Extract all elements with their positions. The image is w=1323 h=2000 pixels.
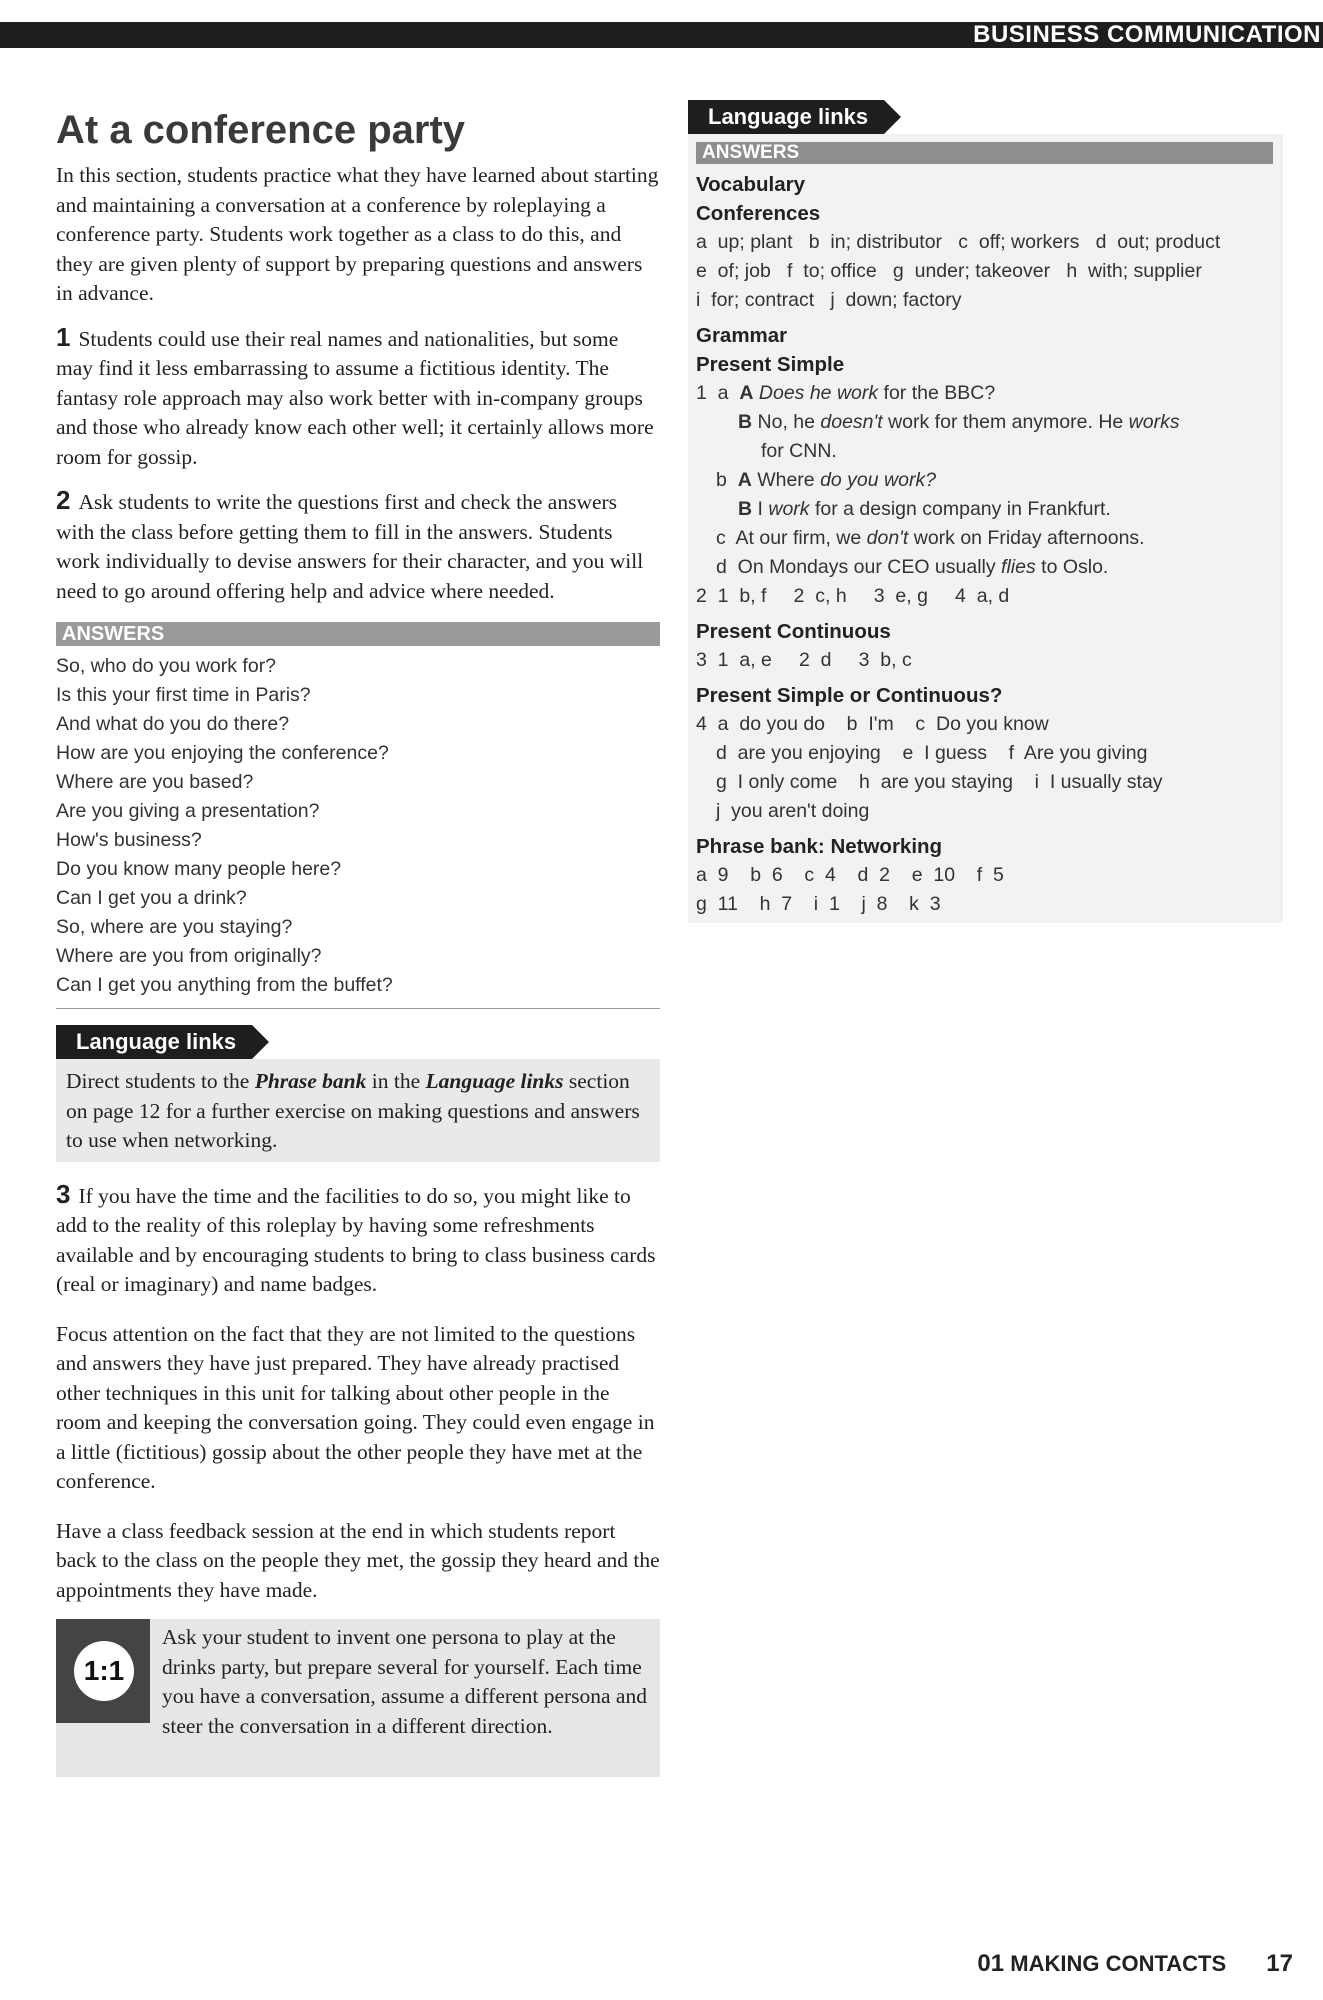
answers-heading: ANSWERS [696,142,1273,164]
answer-line [696,495,1273,524]
paragraph-4: Focus attention on the fact that they are not limited to the questions and answers they have just prepared. They have already practised other techniques in this unit for talking about other people in the room and keeping the conversation going. They could even engage in a little (fictitious) gossip about the other people they have met at the conference. [56,1321,655,1493]
text: in the [366,1069,426,1093]
answer-line: g I only come h are you staying i I usually stay [716,771,1163,793]
speaker-label: A [737,469,752,491]
emphasis: work [768,498,810,520]
text: for the BBC? [878,382,996,404]
subsection-heading: Present Simple or Continuous? [696,684,1003,707]
answers-panel [688,134,1283,923]
list-item: And what do you do there? [56,713,290,735]
page-title: At a conference party [56,108,466,152]
text: Direct students to the [66,1069,255,1093]
answer-line: e of; job f to; office g under; takeover h with; supplier [696,260,1202,282]
answer-line [696,524,1273,553]
page-number: 17 [1266,1950,1293,1977]
text: d On Mondays our CEO usually [716,556,1002,578]
section-heading: Vocabulary [696,173,805,196]
answer-line [696,466,1273,495]
one-to-one-text: Ask your student to invent one persona to play at the drinks party, but prepare several for yourself. Each time you have a conversation, assume a different persona and steer the conversation in a different direction. [162,1625,647,1738]
answer-line [696,408,1273,437]
section-heading: BUSINESS COMMUNICATION [959,22,1323,48]
paragraph-text: Ask students to write the questions first and check the answers with the class before getting them to fill in the answers. Students work individually to devise answers for their character, and you will need to go around offering help and advice where needed. [56,490,644,603]
step-number: 2 [56,485,71,515]
list-item: Can I get you anything from the buffet? [56,974,393,996]
answer-line: a up; plant b in; distributor c off; workers d out; product [696,231,1221,253]
speaker-label: A [739,382,754,404]
list-item: Is this your first time in Paris? [56,684,311,706]
page-footer [977,1950,1293,1978]
paragraph-text: If you have the time and the facilities to do so, you might like to add to the reality of this roleplay by having some refreshments available and by encouraging students to bring to class business cards (real or imaginary) and name badges. [56,1183,656,1296]
text: c At our firm, we [716,527,867,549]
paragraph-1 [56,323,660,473]
answer-line: d are you enjoying e I guess f Are you giving [716,742,1148,764]
emphasis: Does he work [758,382,879,404]
text: to Oslo. [1035,556,1109,578]
emphasis: do you work? [820,469,937,491]
text: for a design company in Frankfurt. [809,498,1111,520]
text: section on page 12 for a further exercise on making questions and answers to use when networking. [66,1069,640,1152]
header-bar [0,22,1323,48]
list-item: Can I get you a drink? [56,887,247,909]
answer-line: for CNN. [761,440,837,462]
text: work for them anymore. He [882,411,1129,433]
subsection-heading: Present Continuous [696,620,891,643]
emphasis: Language links [425,1069,564,1093]
answer-line: g 11 h 7 i 1 j 8 k 3 [696,893,941,915]
list-item: So, where are you staying? [56,916,293,938]
answer-line: a 9 b 6 c 4 d 2 e 10 f 5 [696,864,1004,886]
language-links-box [56,1059,660,1162]
paragraph-2 [56,486,660,606]
emphasis: doesn't [820,411,883,433]
answer-line: j you aren't doing [716,800,870,822]
list-item: So, who do you work for? [56,655,277,677]
right-column [688,100,1284,923]
step-number: 1 [56,321,71,352]
text: work on Friday afternoons. [908,527,1145,549]
answers-heading: ANSWERS [56,622,660,646]
list-item: Are you giving a presentation? [56,800,320,822]
language-links-tag: Language links [56,1025,252,1059]
list-item: Where are you from originally? [56,945,322,967]
emphasis: flies [1001,556,1036,578]
intro-paragraph: In this section, students practice what they have learned about starting and maintaining a conversation at a conference by roleplaying a conference party. Students work together as a class to do this, and they are given plenty of support by preparing questions and answers in advance. [56,163,659,305]
subsection-heading: Phrase bank: Networking [696,835,943,858]
text: 1 a [696,382,740,404]
paragraph-text: Students could use their real names and nationalities, but some may find it less embarrassing to assume a fictitious identity. The fantasy role approach may also work better with in-company groups and those who already know each other well; it certainly allows more room for gossip. [56,326,654,469]
text: Where [751,469,821,491]
unit-number: 01 [977,1950,1005,1977]
subsection-heading: Present Simple [696,353,845,376]
answer-line: 3 1 a, e 2 d 3 b, c [696,649,912,671]
one-to-one-box [56,1619,660,1777]
emphasis: works [1128,411,1180,433]
answer-line: 2 1 b, f 2 c, h 3 e, g 4 a, d [696,585,1010,607]
subsection-heading: Conferences [696,202,821,225]
emphasis: don't [866,527,909,549]
unit-title: MAKING CONTACTS [1010,1951,1227,1976]
list-item: Do you know many people here? [56,858,342,880]
paragraph-3 [56,1180,660,1300]
list-item: How's business? [56,829,202,851]
answer-line [696,553,1273,582]
step-number: 3 [56,1178,71,1209]
left-column [56,105,660,1777]
answer-line [696,379,1273,408]
divider [56,1008,660,1009]
list-item: How are you enjoying the conference? [56,742,389,764]
text: No, he [752,411,821,433]
answers-list [56,652,660,1000]
answer-line: i for; contract j down; factory [696,289,962,311]
section-heading: Grammar [696,324,788,347]
text: I [752,498,769,520]
speaker-label: B [738,411,753,433]
answer-line: 4 a do you do b I'm c Do you know [696,713,1049,735]
language-links-tag: Language links [688,100,884,134]
one-to-one-label: 1:1 [74,1641,134,1701]
speaker-label: B [738,498,753,520]
emphasis: Phrase bank [254,1069,367,1093]
text: b [716,469,738,491]
paragraph-5: Have a class feedback session at the end in which students report back to the class on the people they met, the gossip they heard and the appointments they have made. [56,1518,660,1602]
list-item: Where are you based? [56,771,254,793]
one-to-one-badge [56,1619,150,1723]
